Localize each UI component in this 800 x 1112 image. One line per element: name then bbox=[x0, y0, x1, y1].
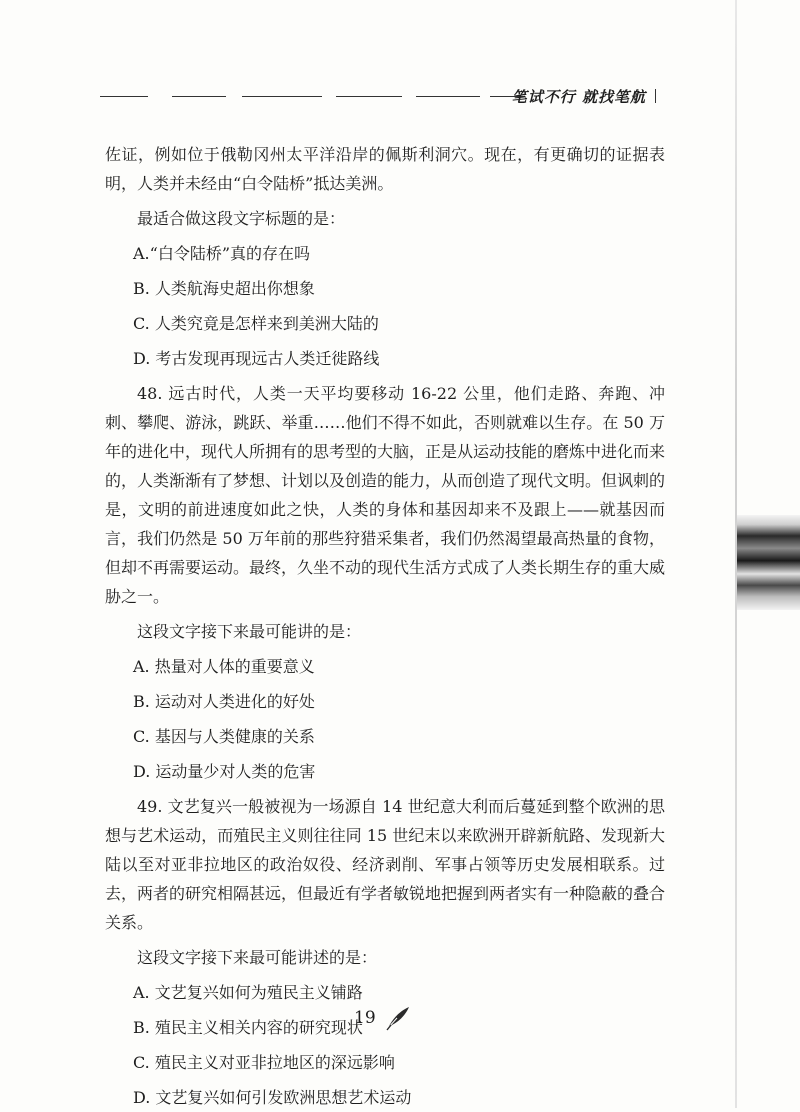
q47-option-a: A.“白令陆桥”真的存在吗 bbox=[133, 244, 311, 263]
page-number: 19 bbox=[354, 1008, 376, 1028]
header-rule bbox=[416, 96, 480, 97]
q47-prompt: 最适合做这段文字标题的是： bbox=[137, 209, 346, 228]
q49-option-a: A. 文艺复兴如何为殖民主义铺路 bbox=[133, 983, 363, 1002]
header-rule bbox=[336, 96, 402, 97]
header-slogan: 笔试不行 就找笔航 bbox=[511, 88, 646, 106]
header-bar bbox=[655, 89, 656, 103]
header-rule bbox=[242, 96, 322, 97]
q48-option-a: A. 热量对人体的重要意义 bbox=[133, 657, 315, 676]
page-header bbox=[100, 86, 660, 106]
q48-option-c: C. 基因与人类健康的关系 bbox=[133, 727, 315, 746]
q47-text-continuation: 佐证，例如位于俄勒冈州太平洋沿岸的佩斯利洞穴。现在，有更确切的证据表明，人类并未经由“白令陆桥”抵达美洲。 bbox=[105, 145, 665, 193]
page-content bbox=[105, 140, 665, 1112]
q49-option-c: C. 殖民主义对亚非拉地区的深远影响 bbox=[133, 1053, 395, 1072]
header-rule bbox=[172, 96, 226, 97]
feather-pen-icon bbox=[384, 1004, 412, 1032]
q49-option-d: D. 文艺复兴如何引发欧洲思想艺术运动 bbox=[133, 1088, 412, 1107]
q47-option-c: C. 人类究竟是怎样来到美洲大陆的 bbox=[133, 314, 379, 333]
scan-edge-artifact bbox=[737, 515, 800, 610]
q48-option-d: D. 运动量少对人类的危害 bbox=[133, 762, 316, 781]
header-rule bbox=[100, 96, 148, 97]
q47-option-d: D. 考古发现再现远古人类迁徙路线 bbox=[133, 349, 380, 368]
q49-prompt: 这段文字接下来最可能讲述的是： bbox=[137, 948, 378, 967]
q48-text: 48. 远古时代，人类一天平均要移动 16-22 公里，他们走路、奔跑、冲刺、攀爬、游泳，跳跃、举重……他们不得不如此，否则就难以生存。在 50 万年的进化中，现代人所拥有的思考型的大脑，正是从运动技能的磨炼中进化而来的，人类渐渐有了梦想、计划以及创造的能力，从而创造了现代文明。但讽刺的是，文明的前进速度如此之快，人类的身体和基因却来不及跟上——就基因而言，我们仍然是 50 万年前的那些狩猎采集者，我们仍然渴望最高热量的食物，但却不再需要运动。最终，久坐不动的现代生活方式成了人类长期生存的重大威胁之一。 bbox=[105, 384, 666, 606]
q48-option-b: B. 运动对人类进化的好处 bbox=[133, 692, 315, 711]
q49-text: 49. 文艺复兴一般被视为一场源自 14 世纪意大利而后蔓延到整个欧洲的思想与艺术运动，而殖民主义则往往同 15 世纪末以来欧洲开辟新航路、发现新大陆以至对亚非拉地区的政治奴役、经济剥削、军事占领等历史发展相联系。过去，两者的研究相隔甚远，但最近有学者敏锐地把握到两者实有一种隐蔽的叠合关系。 bbox=[105, 797, 666, 932]
q47-option-b: B. 人类航海史超出你想象 bbox=[133, 279, 315, 298]
q48-prompt: 这段文字接下来最可能讲的是： bbox=[137, 622, 362, 641]
q49-option-b: B. 殖民主义相关内容的研究现状 bbox=[133, 1018, 363, 1037]
